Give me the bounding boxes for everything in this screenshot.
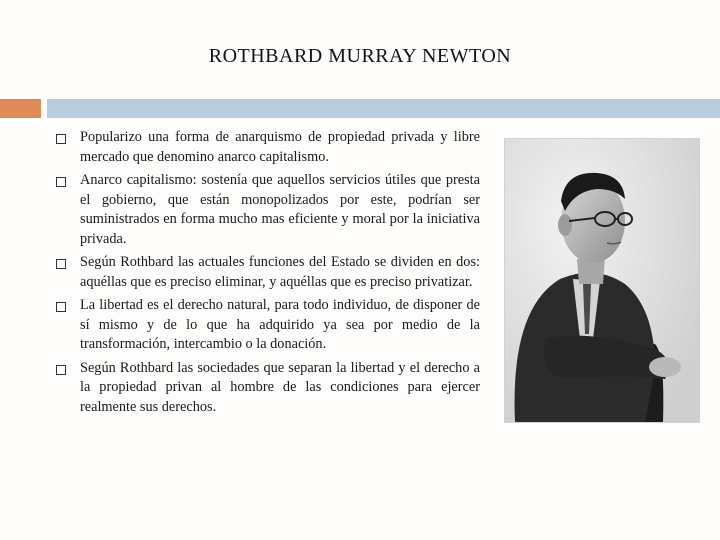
accent-bar-blue [47,99,720,118]
bullet-text: Popularizo una forma de anarquismo de propiedad privada y libre mercado que denomino anarco capitalismo. [80,129,480,165]
checkbox-bullet-icon [56,259,66,269]
bullet-text: Anarco capitalismo: sostenía que aquellos servicios útiles que presta el gobierno, que están monopolizados por este, podrían ser suministrados en forma mucho mas eficiente y moral por la iniciativa privada. [80,172,480,247]
bullet-item [50,359,480,418]
portrait-illustration [505,139,699,422]
accent-bar-orange [0,99,41,118]
bullet-item [50,128,480,167]
bullet-text: La libertad es el derecho natural, para todo individuo, de disponer de sí mismo y de lo que ha adquirido ya sea por medio de la transformación, intercambio o la donación. [80,297,480,352]
bullet-item [50,171,480,249]
checkbox-bullet-icon [56,177,66,187]
bullet-item [50,296,480,355]
checkbox-bullet-icon [56,134,66,144]
bullet-text: Según Rothbard las sociedades que separan la libertad y el derecho a la propiedad privan al hombre de las condiciones para ejercer realmente sus derechos. [80,359,480,415]
bullet-item [50,253,480,292]
bullet-text: Según Rothbard las actuales funciones del Estado se dividen en dos: aquéllas que es preciso eliminar, y aquéllas que es preciso privatizar. [80,254,480,290]
checkbox-bullet-icon [56,365,66,375]
checkbox-bullet-icon [56,302,66,312]
portrait-photo [504,138,700,423]
slide-title: ROTHBARD MURRAY NEWTON [208,45,512,67]
bullet-list [50,128,480,421]
